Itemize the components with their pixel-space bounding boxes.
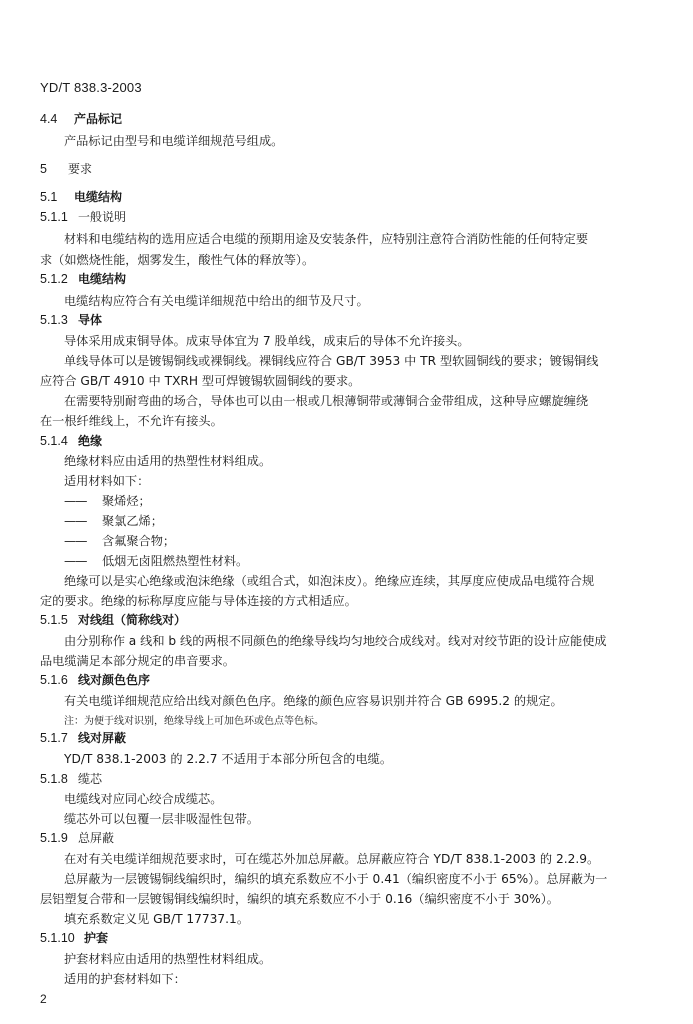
section-number: 5.1.7 <box>40 731 68 745</box>
section-number: 5.1.3 <box>40 313 68 327</box>
heading-5-1-10 <box>40 929 658 946</box>
heading-5-1-5 <box>40 611 658 628</box>
section-number: 5.1.5 <box>40 613 68 627</box>
paragraph: 在对有关电缆详细规范要求时，可在缆芯外加总屏蔽。总屏蔽应符合 YD/T 838.1-2003 的 2.2.9。 <box>64 852 600 866</box>
heading-5-1-4 <box>40 432 658 449</box>
list-item <box>40 532 682 549</box>
heading-5-1-6 <box>40 671 658 688</box>
paragraph-line: 单线导体可以是镀锡铜线或裸铜线。裸铜线应符合 GB/T 3953 中 TR 型软圆铜线的要求；镀锡铜线 <box>64 354 599 368</box>
paragraph: YD/T 838.1-2003 的 2.2.7 不适用于本部分所包含的电缆。 <box>64 752 393 766</box>
paragraph: 填充系数定义见 GB/T 17737.1。 <box>64 912 250 926</box>
paragraph: 导体采用成束铜导体。成束导体宜为 7 股单线，成束后的导体不允许接头。 <box>64 334 470 348</box>
list-item <box>40 552 682 569</box>
paragraph: 有关电缆详细规范应给出线对颜色色序。绝缘的颜色应容易识别并符合 GB 6995.2 的规定。 <box>64 694 563 708</box>
paragraph-line: 品电缆满足本部分规定的串音要求。 <box>40 654 235 668</box>
paragraph-line: 定的要求。绝缘的标称厚度应能与导体连接的方式相适应。 <box>40 594 357 608</box>
list-item <box>40 512 682 529</box>
dash-mark: —— <box>64 554 87 568</box>
paragraph: 缆芯外可以包覆一层非吸湿性包带。 <box>64 812 259 826</box>
dash-mark: —— <box>64 514 87 528</box>
paragraph-line: 材料和电缆结构的选用应适合电缆的预期用途及安装条件，应特别注意符合消防性能的任何特定要 <box>64 232 589 246</box>
section-number: 5.1.1 <box>40 210 68 224</box>
paragraph-line: 应符合 GB/T 4910 中 TXRH 型可焊镀锡软圆铜线的要求。 <box>40 374 361 388</box>
section-number: 4.4 <box>40 112 58 126</box>
paragraph-line: 由分别称作 a 线和 b 线的两根不同颜色的绝缘导线均匀地绞合成线对。线对对绞节距的设计应能使成 <box>64 634 607 648</box>
paragraph: 电缆结构应符合有关电缆详细规范中给出的细节及尺寸。 <box>64 294 369 308</box>
list-item-text: 含氟聚合物； <box>102 534 176 548</box>
section-title: 线对屏蔽 <box>78 731 127 745</box>
heading-5-1-9 <box>40 829 658 846</box>
section-number: 5.1.8 <box>40 772 68 786</box>
section-number: 5.1.2 <box>40 272 68 286</box>
paragraph: 适用的护套材料如下： <box>64 972 186 986</box>
section-title: 电缆结构 <box>78 272 127 286</box>
paragraph: 电缆线对应同心绞合成缆芯。 <box>64 792 223 806</box>
paragraph-line: 总屏蔽为一层镀锡铜线编织时，编织的填充系数应不小于 0.41（编织密度不小于 65%）。总屏蔽为一 <box>64 872 608 886</box>
heading-5 <box>40 160 658 177</box>
section-title: 电缆结构 <box>74 190 123 204</box>
heading-5-1-2 <box>40 270 658 287</box>
section-title: 缆芯 <box>78 772 103 786</box>
heading-5-1-3 <box>40 311 658 328</box>
list-item-text: 聚氯乙烯； <box>102 514 163 528</box>
note: 注：为便于线对识别，绝缘导线上可加色环或色点等色标。 <box>64 716 324 727</box>
dash-mark: —— <box>64 494 87 508</box>
section-title: 产品标记 <box>74 112 123 126</box>
list-item-text: 低烟无卤阻燃热塑性材料。 <box>102 554 249 568</box>
paragraph-line: 在一根纤维线上，不允许有接头。 <box>40 414 223 428</box>
paragraph: 绝缘材料应由适用的热塑性材料组成。 <box>64 454 272 468</box>
paragraph-line: 求（如燃烧性能，烟雾发生，酸性气体的释放等）。 <box>40 253 315 267</box>
section-number: 5.1.6 <box>40 673 68 687</box>
page-number: 2 <box>40 992 47 1006</box>
section-number: 5.1.9 <box>40 831 68 845</box>
paragraph-line: 在需要特别耐弯曲的场合，导体也可以由一根或几根薄铜带或薄铜合金带组成，这种导应螺旋缠绕 <box>64 394 589 408</box>
paragraph: 产品标记由型号和电缆详细规范号组成。 <box>64 134 284 148</box>
section-number: 5.1 <box>40 190 58 204</box>
section-number: 5.1.4 <box>40 434 68 448</box>
paragraph-line: 绝缘可以是实心绝缘或泡沫绝缘（或组合式，如泡沫皮）。绝缘应连续，其厚度应使成品电缆符合规 <box>64 574 595 588</box>
paragraph: 适用材料如下： <box>64 474 150 488</box>
heading-5-1-1 <box>40 208 658 225</box>
heading-4-4 <box>40 110 658 127</box>
document-header: YD/T 838.3-2003 <box>40 80 142 95</box>
section-number: 5 <box>40 162 47 176</box>
paragraph: 护套材料应由适用的热塑性材料组成。 <box>64 952 272 966</box>
section-title: 绝缘 <box>78 434 103 448</box>
paragraph-line: 层铝塑复合带和一层镀锡铜线编织时，编织的填充系数应不小于 0.16（编织密度不小于 30%）。 <box>40 892 559 906</box>
list-item <box>40 492 682 509</box>
heading-5-1-8 <box>40 770 658 787</box>
section-title: 总屏蔽 <box>78 831 115 845</box>
section-title: 要求 <box>68 162 93 176</box>
section-title: 一般说明 <box>78 210 127 224</box>
dash-mark: —— <box>64 534 87 548</box>
section-title: 对线组（简称线对） <box>78 613 187 627</box>
section-title: 线对颜色色序 <box>78 673 151 687</box>
section-number: 5.1.10 <box>40 931 75 945</box>
heading-5-1 <box>40 188 658 205</box>
heading-5-1-7 <box>40 729 658 746</box>
section-title: 护套 <box>84 931 109 945</box>
section-title: 导体 <box>78 313 103 327</box>
list-item-text: 聚烯烃； <box>102 494 151 508</box>
